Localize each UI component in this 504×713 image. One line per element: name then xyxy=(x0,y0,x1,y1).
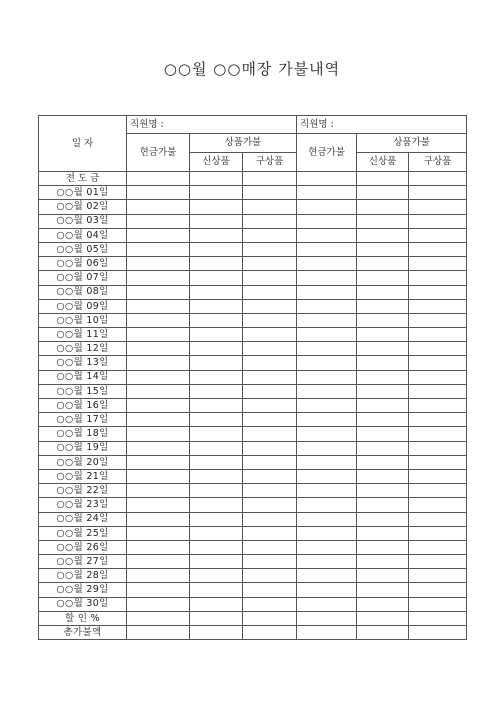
date-row-label: ○○월 25일 xyxy=(39,526,127,540)
cell[interactable] xyxy=(190,540,243,554)
cell[interactable] xyxy=(409,484,467,498)
cell[interactable] xyxy=(357,271,409,285)
date-row xyxy=(39,441,467,455)
cell[interactable] xyxy=(297,498,357,512)
cell[interactable] xyxy=(297,257,357,271)
date-row xyxy=(39,413,467,427)
cell[interactable] xyxy=(297,342,357,356)
cell[interactable] xyxy=(357,285,409,299)
new-goods-header-2: 신상품 xyxy=(357,153,409,172)
cell[interactable] xyxy=(190,611,243,625)
date-row xyxy=(39,271,467,285)
date-row xyxy=(39,384,467,398)
cell[interactable] xyxy=(190,512,243,526)
cell[interactable] xyxy=(127,399,190,413)
cell[interactable] xyxy=(409,455,467,469)
cell[interactable] xyxy=(243,626,297,640)
cell[interactable] xyxy=(357,356,409,370)
cell[interactable] xyxy=(190,200,243,214)
date-row xyxy=(39,526,467,540)
date-row-label: ○○월 05일 xyxy=(39,242,127,256)
cell[interactable] xyxy=(127,611,190,625)
cell[interactable] xyxy=(127,200,190,214)
cell[interactable] xyxy=(190,370,243,384)
cell[interactable] xyxy=(357,172,409,186)
date-row xyxy=(39,342,467,356)
date-row-label: ○○월 17일 xyxy=(39,413,127,427)
cell[interactable] xyxy=(190,526,243,540)
cell[interactable] xyxy=(357,427,409,441)
cell[interactable] xyxy=(297,597,357,611)
cell[interactable] xyxy=(190,569,243,583)
date-row xyxy=(39,356,467,370)
cell[interactable] xyxy=(190,413,243,427)
cell[interactable] xyxy=(243,427,297,441)
cell[interactable] xyxy=(127,526,190,540)
date-row xyxy=(39,200,467,214)
cell[interactable] xyxy=(243,413,297,427)
cell[interactable] xyxy=(357,399,409,413)
cell[interactable] xyxy=(243,313,297,327)
cell[interactable] xyxy=(297,186,357,200)
date-row xyxy=(39,228,467,242)
cell[interactable] xyxy=(297,328,357,342)
cell[interactable] xyxy=(127,313,190,327)
cell[interactable] xyxy=(357,200,409,214)
date-row xyxy=(39,242,467,256)
cell[interactable] xyxy=(297,540,357,554)
cell[interactable] xyxy=(297,611,357,625)
cell[interactable] xyxy=(357,469,409,483)
date-row-label: ○○월 13일 xyxy=(39,356,127,370)
cash-advance-header-1: 현금가불 xyxy=(127,134,190,172)
cell[interactable] xyxy=(243,469,297,483)
discount-row-label: 할 인 % xyxy=(39,611,127,625)
cell[interactable] xyxy=(243,299,297,313)
date-row-label: ○○월 03일 xyxy=(39,214,127,228)
cell[interactable] xyxy=(409,427,467,441)
staff-name-label-1: 직원명 : xyxy=(127,116,297,134)
cell[interactable] xyxy=(297,555,357,569)
cell[interactable] xyxy=(243,498,297,512)
date-row xyxy=(39,484,467,498)
cell[interactable] xyxy=(357,313,409,327)
cell[interactable] xyxy=(297,626,357,640)
cell[interactable] xyxy=(409,626,467,640)
cell[interactable] xyxy=(127,626,190,640)
cell[interactable] xyxy=(243,200,297,214)
cell[interactable] xyxy=(357,257,409,271)
date-row xyxy=(39,214,467,228)
cell[interactable] xyxy=(127,512,190,526)
cell[interactable] xyxy=(127,299,190,313)
date-row-label: ○○월 02일 xyxy=(39,200,127,214)
cell[interactable] xyxy=(297,413,357,427)
cell[interactable] xyxy=(409,498,467,512)
cell[interactable] xyxy=(409,611,467,625)
cell[interactable] xyxy=(297,469,357,483)
date-row xyxy=(39,540,467,554)
cell[interactable] xyxy=(190,583,243,597)
date-row-label: ○○월 11일 xyxy=(39,328,127,342)
cell[interactable] xyxy=(190,172,243,186)
discount-row xyxy=(39,611,467,625)
cell[interactable] xyxy=(243,526,297,540)
goods-advance-header-1: 상품가불 xyxy=(190,134,297,153)
date-row-label: ○○월 10일 xyxy=(39,313,127,327)
cell[interactable] xyxy=(357,455,409,469)
cell[interactable] xyxy=(243,228,297,242)
date-row xyxy=(39,512,467,526)
date-row-label: ○○월 16일 xyxy=(39,399,127,413)
cell[interactable] xyxy=(243,328,297,342)
cell[interactable] xyxy=(409,328,467,342)
cell[interactable] xyxy=(127,427,190,441)
cell[interactable] xyxy=(297,271,357,285)
date-row xyxy=(39,399,467,413)
cell[interactable] xyxy=(357,214,409,228)
cell[interactable] xyxy=(243,342,297,356)
cell[interactable] xyxy=(297,441,357,455)
cell[interactable] xyxy=(297,242,357,256)
cell[interactable] xyxy=(357,370,409,384)
cell[interactable] xyxy=(190,469,243,483)
date-row xyxy=(39,313,467,327)
cell[interactable] xyxy=(127,455,190,469)
date-header: 일 자 xyxy=(39,116,127,172)
cell[interactable] xyxy=(190,427,243,441)
cell[interactable] xyxy=(409,299,467,313)
cell[interactable] xyxy=(127,583,190,597)
date-row xyxy=(39,370,467,384)
cell[interactable] xyxy=(409,257,467,271)
date-row xyxy=(39,257,467,271)
cell[interactable] xyxy=(409,271,467,285)
cell[interactable] xyxy=(190,242,243,256)
date-row-label: ○○월 06일 xyxy=(39,257,127,271)
date-row xyxy=(39,455,467,469)
date-row xyxy=(39,583,467,597)
cell[interactable] xyxy=(409,313,467,327)
cell[interactable] xyxy=(297,569,357,583)
cell[interactable] xyxy=(127,441,190,455)
cell[interactable] xyxy=(297,285,357,299)
cell[interactable] xyxy=(297,384,357,398)
date-row xyxy=(39,569,467,583)
cell[interactable] xyxy=(127,342,190,356)
cell[interactable] xyxy=(297,228,357,242)
date-row xyxy=(39,498,467,512)
date-row xyxy=(39,555,467,569)
cell[interactable] xyxy=(243,172,297,186)
cell[interactable] xyxy=(243,441,297,455)
cell[interactable] xyxy=(190,498,243,512)
cell[interactable] xyxy=(409,342,467,356)
date-row xyxy=(39,186,467,200)
cell[interactable] xyxy=(409,172,467,186)
cell[interactable] xyxy=(297,427,357,441)
date-row-label: ○○월 27일 xyxy=(39,555,127,569)
cell[interactable] xyxy=(297,370,357,384)
cell[interactable] xyxy=(127,214,190,228)
cell[interactable] xyxy=(127,228,190,242)
cell[interactable] xyxy=(243,356,297,370)
cell[interactable] xyxy=(409,441,467,455)
cell[interactable] xyxy=(243,186,297,200)
cell[interactable] xyxy=(190,299,243,313)
cell[interactable] xyxy=(127,569,190,583)
cell[interactable] xyxy=(357,484,409,498)
cell[interactable] xyxy=(357,384,409,398)
cell[interactable] xyxy=(190,285,243,299)
cell[interactable] xyxy=(297,484,357,498)
cell[interactable] xyxy=(357,583,409,597)
cell[interactable] xyxy=(357,498,409,512)
cell[interactable] xyxy=(190,455,243,469)
cell[interactable] xyxy=(243,399,297,413)
cell[interactable] xyxy=(127,186,190,200)
cell[interactable] xyxy=(357,413,409,427)
cell[interactable] xyxy=(127,413,190,427)
cell[interactable] xyxy=(243,271,297,285)
cell[interactable] xyxy=(297,526,357,540)
carryover-row xyxy=(39,172,467,186)
cell[interactable] xyxy=(190,384,243,398)
cell[interactable] xyxy=(190,257,243,271)
cell[interactable] xyxy=(127,172,190,186)
date-row-label: ○○월 20일 xyxy=(39,455,127,469)
cell[interactable] xyxy=(243,484,297,498)
cell[interactable] xyxy=(409,512,467,526)
cell[interactable] xyxy=(357,186,409,200)
cell[interactable] xyxy=(409,399,467,413)
cell[interactable] xyxy=(357,342,409,356)
goods-advance-header-2: 상품가불 xyxy=(357,134,467,153)
cell[interactable] xyxy=(297,172,357,186)
cell[interactable] xyxy=(357,512,409,526)
cell[interactable] xyxy=(297,200,357,214)
date-row-label: ○○월 07일 xyxy=(39,271,127,285)
cell[interactable] xyxy=(127,469,190,483)
cell[interactable] xyxy=(297,214,357,228)
advance-ledger-table xyxy=(38,115,467,640)
date-row xyxy=(39,427,467,441)
cell[interactable] xyxy=(409,540,467,554)
total-row-label: 총가불액 xyxy=(39,626,127,640)
cell[interactable] xyxy=(243,214,297,228)
date-row xyxy=(39,299,467,313)
cell[interactable] xyxy=(357,597,409,611)
date-row-label: ○○월 01일 xyxy=(39,186,127,200)
cell[interactable] xyxy=(409,569,467,583)
cell[interactable] xyxy=(243,384,297,398)
cell[interactable] xyxy=(357,242,409,256)
cell[interactable] xyxy=(243,555,297,569)
date-row xyxy=(39,328,467,342)
cell[interactable] xyxy=(409,555,467,569)
cell[interactable] xyxy=(127,555,190,569)
cell[interactable] xyxy=(243,512,297,526)
cell[interactable] xyxy=(190,271,243,285)
cell[interactable] xyxy=(127,257,190,271)
date-row-label: ○○월 23일 xyxy=(39,498,127,512)
cell[interactable] xyxy=(357,228,409,242)
cell[interactable] xyxy=(190,484,243,498)
cell[interactable] xyxy=(357,299,409,313)
cell[interactable] xyxy=(127,242,190,256)
cell[interactable] xyxy=(190,328,243,342)
cell[interactable] xyxy=(409,186,467,200)
cell[interactable] xyxy=(243,285,297,299)
cell[interactable] xyxy=(297,512,357,526)
cell[interactable] xyxy=(243,370,297,384)
cell[interactable] xyxy=(127,285,190,299)
cell[interactable] xyxy=(127,356,190,370)
cell[interactable] xyxy=(127,271,190,285)
cell[interactable] xyxy=(297,299,357,313)
date-row-label: ○○월 14일 xyxy=(39,370,127,384)
cell[interactable] xyxy=(243,540,297,554)
cell[interactable] xyxy=(190,342,243,356)
date-row-label: ○○월 24일 xyxy=(39,512,127,526)
cell[interactable] xyxy=(190,313,243,327)
cell[interactable] xyxy=(243,583,297,597)
date-row xyxy=(39,285,467,299)
cell[interactable] xyxy=(297,399,357,413)
cell[interactable] xyxy=(357,555,409,569)
cell[interactable] xyxy=(409,214,467,228)
cell[interactable] xyxy=(409,242,467,256)
new-goods-header-1: 신상품 xyxy=(190,153,243,172)
cell[interactable] xyxy=(190,356,243,370)
cell[interactable] xyxy=(190,228,243,242)
cell[interactable] xyxy=(357,569,409,583)
date-row-label: ○○월 18일 xyxy=(39,427,127,441)
cell[interactable] xyxy=(127,540,190,554)
carryover-label: 전 도 금 xyxy=(39,172,127,186)
old-goods-header-1: 구상품 xyxy=(243,153,297,172)
date-row-label: ○○월 22일 xyxy=(39,484,127,498)
date-row-label: ○○월 15일 xyxy=(39,384,127,398)
date-row-label: ○○월 26일 xyxy=(39,540,127,554)
cell[interactable] xyxy=(409,469,467,483)
date-row xyxy=(39,597,467,611)
cell[interactable] xyxy=(190,597,243,611)
cell[interactable] xyxy=(127,328,190,342)
cell[interactable] xyxy=(409,200,467,214)
cell[interactable] xyxy=(357,611,409,625)
page-title: ○○월 ○○매장 가불내역 xyxy=(163,60,341,78)
cell[interactable] xyxy=(243,455,297,469)
date-row-label: ○○월 08일 xyxy=(39,285,127,299)
cell[interactable] xyxy=(243,569,297,583)
cell[interactable] xyxy=(409,384,467,398)
total-row xyxy=(39,626,467,640)
cell[interactable] xyxy=(409,370,467,384)
cell[interactable] xyxy=(190,626,243,640)
date-row-label: ○○월 19일 xyxy=(39,441,127,455)
cell[interactable] xyxy=(243,242,297,256)
cell[interactable] xyxy=(409,413,467,427)
cell[interactable] xyxy=(297,455,357,469)
date-row-label: ○○월 30일 xyxy=(39,597,127,611)
cell[interactable] xyxy=(357,441,409,455)
cell[interactable] xyxy=(190,214,243,228)
cell[interactable] xyxy=(357,540,409,554)
cell[interactable] xyxy=(409,228,467,242)
cell[interactable] xyxy=(409,526,467,540)
date-row-label: ○○월 29일 xyxy=(39,583,127,597)
staff-name-label-2: 직원명 : xyxy=(297,116,467,134)
date-row-label: ○○월 09일 xyxy=(39,299,127,313)
cell[interactable] xyxy=(357,328,409,342)
date-row-label: ○○월 12일 xyxy=(39,342,127,356)
cell[interactable] xyxy=(409,356,467,370)
cell[interactable] xyxy=(127,384,190,398)
date-row xyxy=(39,469,467,483)
cell[interactable] xyxy=(409,285,467,299)
date-row-label: ○○월 28일 xyxy=(39,569,127,583)
cash-advance-header-2: 현금가불 xyxy=(297,134,357,172)
cell[interactable] xyxy=(190,441,243,455)
cell[interactable] xyxy=(409,597,467,611)
cell[interactable] xyxy=(127,370,190,384)
old-goods-header-2: 구상품 xyxy=(409,153,467,172)
date-row-label: ○○월 21일 xyxy=(39,469,127,483)
cell[interactable] xyxy=(127,597,190,611)
cell[interactable] xyxy=(357,626,409,640)
cell[interactable] xyxy=(297,356,357,370)
cell[interactable] xyxy=(190,399,243,413)
cell[interactable] xyxy=(243,257,297,271)
cell[interactable] xyxy=(243,611,297,625)
cell[interactable] xyxy=(127,498,190,512)
cell[interactable] xyxy=(357,526,409,540)
cell[interactable] xyxy=(297,313,357,327)
cell[interactable] xyxy=(297,583,357,597)
cell[interactable] xyxy=(127,484,190,498)
cell[interactable] xyxy=(190,186,243,200)
date-row-label: ○○월 04일 xyxy=(39,228,127,242)
cell[interactable] xyxy=(243,597,297,611)
cell[interactable] xyxy=(409,583,467,597)
cell[interactable] xyxy=(190,555,243,569)
